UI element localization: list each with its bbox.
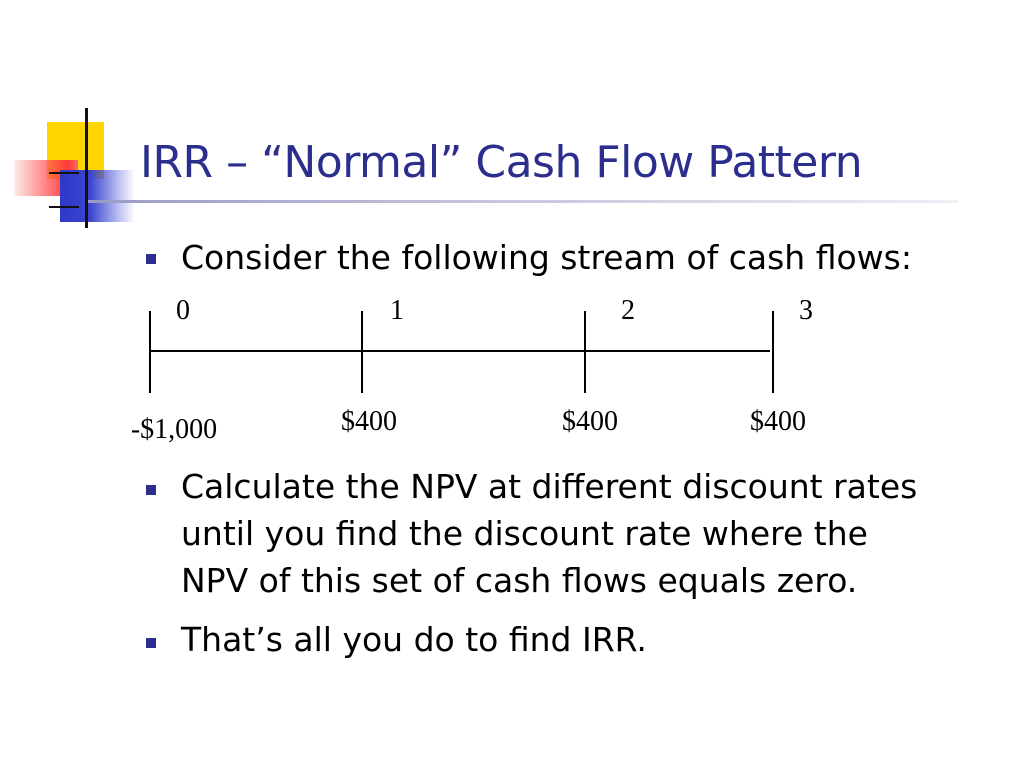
cash-flow-1: $400 bbox=[341, 406, 397, 437]
period-label-3: 3 bbox=[799, 295, 813, 326]
bullet-text: Consider the following stream of cash flows: bbox=[181, 238, 912, 277]
bullet-marker bbox=[146, 485, 156, 495]
cash-flow-0: -$1,000 bbox=[130, 414, 218, 445]
cash-flow-2: $400 bbox=[562, 406, 618, 437]
bullet-marker bbox=[146, 638, 156, 648]
cash-flow-3: $400 bbox=[750, 406, 806, 437]
period-label-1: 1 bbox=[390, 295, 404, 326]
period-label-0: 0 bbox=[176, 295, 190, 326]
bullet-text: That’s all you do to find IRR. bbox=[181, 620, 647, 659]
slide-title: IRR – “Normal” Cash Flow Pattern bbox=[140, 137, 863, 188]
period-label-2: 2 bbox=[621, 295, 635, 326]
bullet-text: NPV of this set of cash flows equals zero. bbox=[181, 561, 858, 600]
bullet-text: Calculate the NPV at different discount rates bbox=[181, 467, 918, 506]
bullet-text: until you find the discount rate where the bbox=[181, 514, 868, 553]
